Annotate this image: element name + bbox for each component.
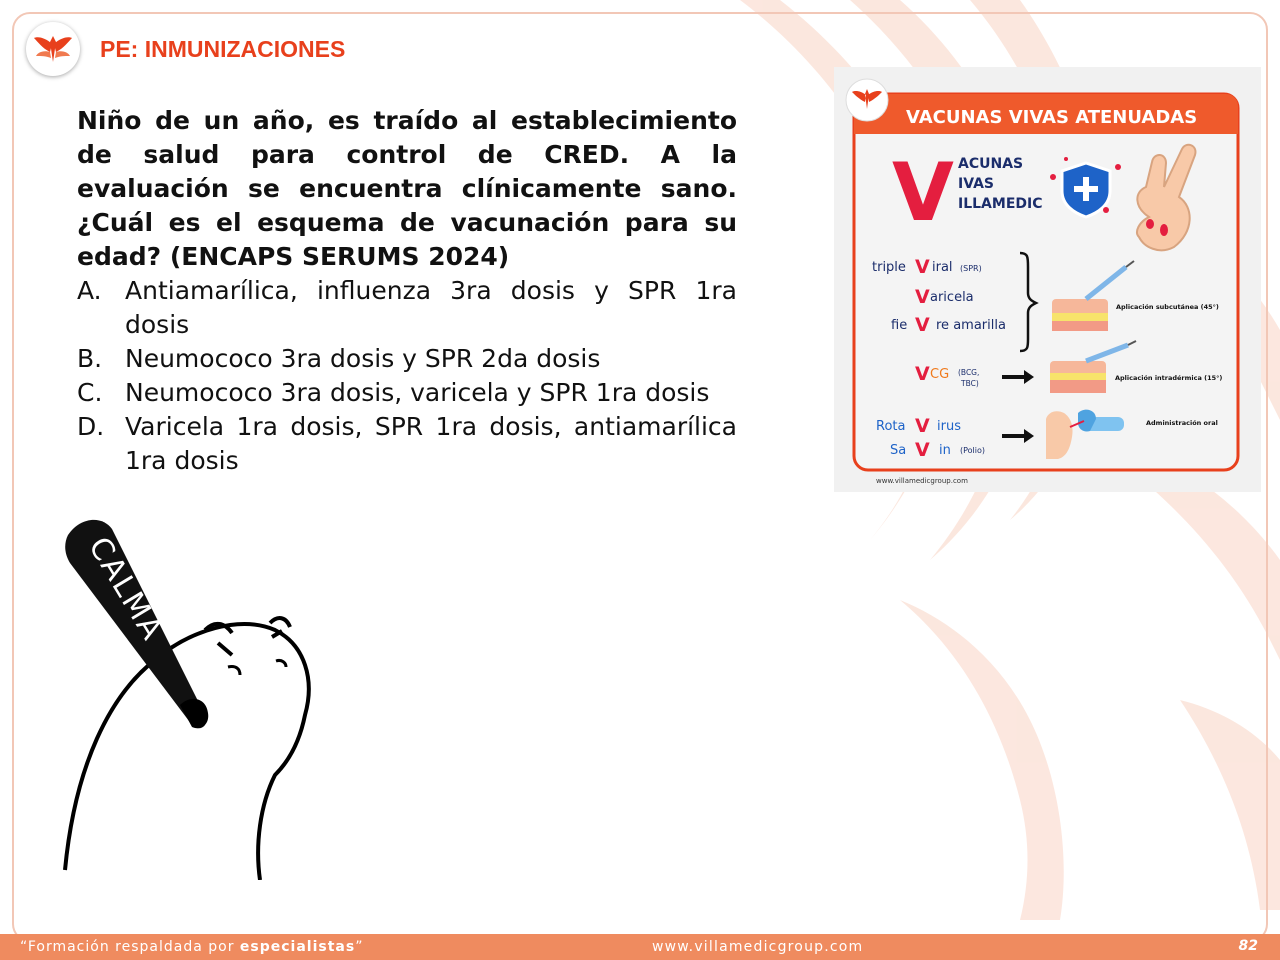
option-a[interactable]: [77, 274, 737, 342]
slide-title: PE: INMUNIZACIONES: [100, 36, 346, 62]
route-oral: Administración oral: [1146, 419, 1218, 427]
row-vcg-small-1: (BCG,: [958, 368, 980, 377]
answer-options: [77, 274, 737, 478]
row-sabin-b: in: [939, 443, 951, 458]
row-vcg-b: CG: [930, 367, 950, 382]
question-text: Niño de un año, es traído al establecimiento de salud para control de CRED. A la evaluación se encuentra clínicamente sano. ¿Cuál es el esquema de vacunación para su edad? (ENCAPS SERUMS 2024): [77, 106, 737, 271]
slogan-suffix: ”: [355, 939, 364, 955]
row-fiebre-v: V: [915, 314, 930, 336]
option-text: Varicela 1ra dosis, SPR 1ra dosis, antiamarílica 1ra dosis: [125, 412, 737, 475]
villamedic-logo: [26, 22, 80, 76]
route-subcutanea: Aplicación subcutánea (45°): [1116, 303, 1219, 311]
acronym-line-1: ACUNAS: [958, 156, 1024, 172]
option-letter: D.: [77, 412, 105, 441]
row-triple-a: triple: [872, 260, 906, 275]
big-v-letter: V: [892, 146, 954, 239]
row-varicela-b: aricela: [930, 290, 974, 305]
row-sabin-v: V: [915, 439, 930, 461]
infographic-canvas: [834, 67, 1261, 492]
slogan-emphasis: especialistas: [239, 939, 356, 955]
footer-website[interactable]: www.villamedicgroup.com: [652, 939, 864, 955]
page-number: 82: [1238, 938, 1258, 954]
row-vcg-small-2: TBC): [961, 379, 979, 388]
calma-text: CALMA: [81, 531, 171, 648]
slogan-prefix: “Formación respaldada por: [20, 939, 240, 955]
row-triple-b: iral: [932, 260, 953, 275]
row-sabin-a: Sa: [890, 443, 907, 458]
row-sabin-small: (Polio): [960, 446, 986, 455]
option-text: Neumococo 3ra dosis y SPR 2da dosis: [125, 344, 601, 373]
calma-meme-drawing: [60, 515, 330, 880]
row-vcg-v: V: [915, 363, 930, 385]
acronym-line-3: ILLAMEDIC: [958, 196, 1043, 212]
option-c[interactable]: [77, 376, 737, 410]
option-letter: A.: [77, 276, 102, 305]
phoenix-logo-icon: [26, 22, 80, 76]
option-text: Antiamarílica, influenza 3ra dosis y SPR 1ra dosis: [125, 276, 737, 339]
row-triple-small: (SPR): [960, 264, 982, 273]
footer-bar: [0, 934, 1280, 960]
row-rota-a: Rota: [876, 419, 906, 434]
row-rota-b: irus: [937, 419, 961, 434]
vacunas-vivas-infographic: [834, 67, 1261, 492]
infographic-website: www.villamedicgroup.com: [876, 477, 968, 485]
row-triple-v: V: [915, 256, 930, 278]
option-b[interactable]: [77, 342, 737, 376]
row-fiebre-b: re amarilla: [936, 318, 1006, 333]
option-letter: B.: [77, 344, 103, 373]
footer-slogan: [20, 939, 363, 955]
option-d[interactable]: [77, 410, 737, 478]
row-rota-v: V: [915, 415, 930, 437]
route-intradermica: Aplicación intradérmica (15°): [1115, 374, 1223, 382]
option-letter: C.: [77, 378, 103, 407]
option-text: Neumococo 3ra dosis, varicela y SPR 1ra dosis: [125, 378, 710, 407]
acronym-line-2: IVAS: [958, 176, 995, 192]
infographic-title: VACUNAS VIVAS ATENUADAS: [906, 107, 1198, 128]
row-varicela-v: V: [915, 286, 930, 308]
row-fiebre-a: fie: [891, 318, 908, 333]
